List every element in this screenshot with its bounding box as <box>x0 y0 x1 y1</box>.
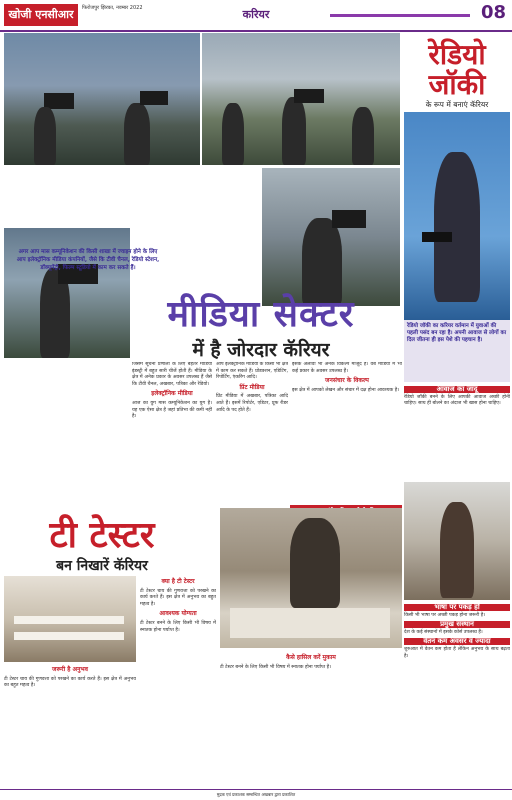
tea-text-2: टी टेस्टर बनने के लिए किसी भी विषय में स्नातक होना पर्याप्त है। <box>140 620 216 633</box>
tea-text-1: टी टेस्टर चाय की गुणवत्ता को परखने का कार्य करते हैं। इस क्षेत्र में अनुभव का बहुत महत्व है। <box>140 588 216 607</box>
masthead: खोजी एनसीआर <box>4 4 78 26</box>
edition-line: फिरोजपुर झिरका, नवम्बर 2022 <box>82 5 143 11</box>
col2-text: आप इलेक्ट्रॉनिक मीडिया के किसी भी क्षेत्र में काम कर सकते हैं। प्रोडक्शन, एडिटिंग, रिपोर्टिंग, एंकरिंग आदि। <box>216 362 288 381</box>
intro-text: अगर आप मास कम्यूनिकेशन की किसी शाखा में ज्वाइन होने के लिए आप इलेक्ट्रॉनिक मीडिया कंपनियों, जैसे कि टीवी चैनल, रेडियो स्टेशन, डॉक्यूमेंट्री, फिल्म स्टूडियो में काम कर सकते हैं। <box>16 249 160 271</box>
tea-text-4: टी टेस्टर बनने के लिए किसी भी विषय में स्नातक होना पर्याप्त है। <box>220 664 332 670</box>
photo-press-event <box>202 33 400 165</box>
rj-article-2 <box>404 602 510 788</box>
rj-summary: रेडियो जॉकी का करियर वर्तमान में युवाओं की पहली पसंद बन रहा है। अपनी आवाज से लोगों का दिल जीतना ही इस पेशे की पहचान है। <box>404 320 510 382</box>
tea-heading-experience: जरूरी है अनुभव <box>52 666 88 673</box>
page-footer: मुद्रक एवं प्रकाशक सम्बन्धित अखबार द्वारा प्रकाशित <box>0 789 512 800</box>
page-number: 08 <box>480 2 506 23</box>
rj-heading-institutes: प्रमुख संस्थान <box>404 621 510 628</box>
rj-text-salary: शुरुआत में वेतन कम होता है लेकिन अनुभव के साथ बढ़ता है। <box>404 646 510 659</box>
rj-text-language: किसी भी भाषा पर अच्छी पकड़ होना जरूरी है। <box>404 612 486 618</box>
tea-caption: कैसे हासिल करें मुकाम <box>286 654 336 661</box>
tea-subtitle: बन निखारें कॅरियर <box>56 558 148 574</box>
tea-heading-qualification: आवश्यक योग्यता <box>159 610 197 618</box>
photo-tea-taster <box>220 508 402 648</box>
page-header <box>0 0 512 32</box>
section-title: करियर <box>242 8 270 21</box>
rj-subtitle: के रूप में बनाएं कॅरियर <box>425 100 489 109</box>
article-col-2 <box>216 362 288 502</box>
tea-col-3 <box>220 652 402 782</box>
main-subheadline: में है जोरदार कॅरियर <box>192 339 330 361</box>
photo-tea-cups <box>4 576 136 662</box>
rj-text-institutes: देश के कई संस्थानों में इसके कोर्स उपलब्ध हैं। <box>404 629 483 635</box>
tea-title: टी टेस्टर <box>49 515 155 556</box>
rj-title: रेडियो जॉकी <box>428 38 486 101</box>
col1b-text: आज का युग मास कम्यूनिकेशन का युग है। यह एक ऐसा क्षेत्र है जहां प्रतिभा की कमी नहीं है। <box>132 400 212 420</box>
main-headline: मीडिया सेक्टर <box>167 294 355 335</box>
col2b-text: प्रिंट मीडिया में अखबार, पत्रिका आदि आते हैं। इसमें रिपोर्टर, एडिटर, प्रूफ रीडर आदि के पद होते हैं। <box>216 394 288 413</box>
tea-heading-what: क्या है टी टेस्टर <box>161 578 195 585</box>
col3-text: इसके अलावा भी अनेक विकल्प मौजूद हैं। वेब मीडिया में भी कई प्रकार के अवसर उपलब्ध हैं। <box>292 362 402 374</box>
rj-heading-voice: आवाज का जादू <box>404 386 510 393</box>
tea-text-3: टी टेस्टर चाय की गुणवत्ता को परखने का कार्य करते हैं। इस क्षेत्र में अनुभव का बहुत महत्व है। <box>4 676 136 689</box>
col1-heading: इलेक्ट्रॉनिक मीडिया <box>151 390 193 398</box>
col2-heading: प्रिंट मीडिया <box>239 383 265 391</box>
col1-text: जिसमें सूचना प्रणाली के लिए बेहतर मीडिया इंडस्ट्री में बहुत सारी चीजें होती हैं। मीडिया के क्षेत्र में अनेक प्रकार के अवसर उपलब्ध हैं जैसे कि टीवी चैनल, अखबार, पत्रिका और रेडियो। <box>132 362 212 387</box>
tea-col-2 <box>4 664 136 784</box>
photo-camera-crew <box>4 33 200 165</box>
rj-text-voice: रेडियो जॉकी बनने के लिए आपकी आवाज अच्छी होनी चाहिए। साथ ही बोलने का अंदाज भी खास होना चाहिए। <box>404 394 510 407</box>
photo-media-scrum <box>262 168 400 306</box>
rj-heading-language: भाषा पर पकड़ हो <box>404 604 510 611</box>
col3b-text: इस क्षेत्र में आपको लेखन और संचार में दक्ष होना आवश्यक है। <box>292 387 400 393</box>
photo-rj-studio <box>404 482 510 600</box>
article-col-3 <box>292 362 402 502</box>
article-col-1 <box>132 362 212 502</box>
rj-article <box>404 384 510 480</box>
tea-col-1 <box>140 576 216 776</box>
col3-heading: जनसंचार के विकल्प <box>325 377 369 385</box>
photo-radio-jockey <box>404 112 510 320</box>
rj-heading-salary: वेतन कम अवसर व ज्यादा <box>404 638 510 645</box>
